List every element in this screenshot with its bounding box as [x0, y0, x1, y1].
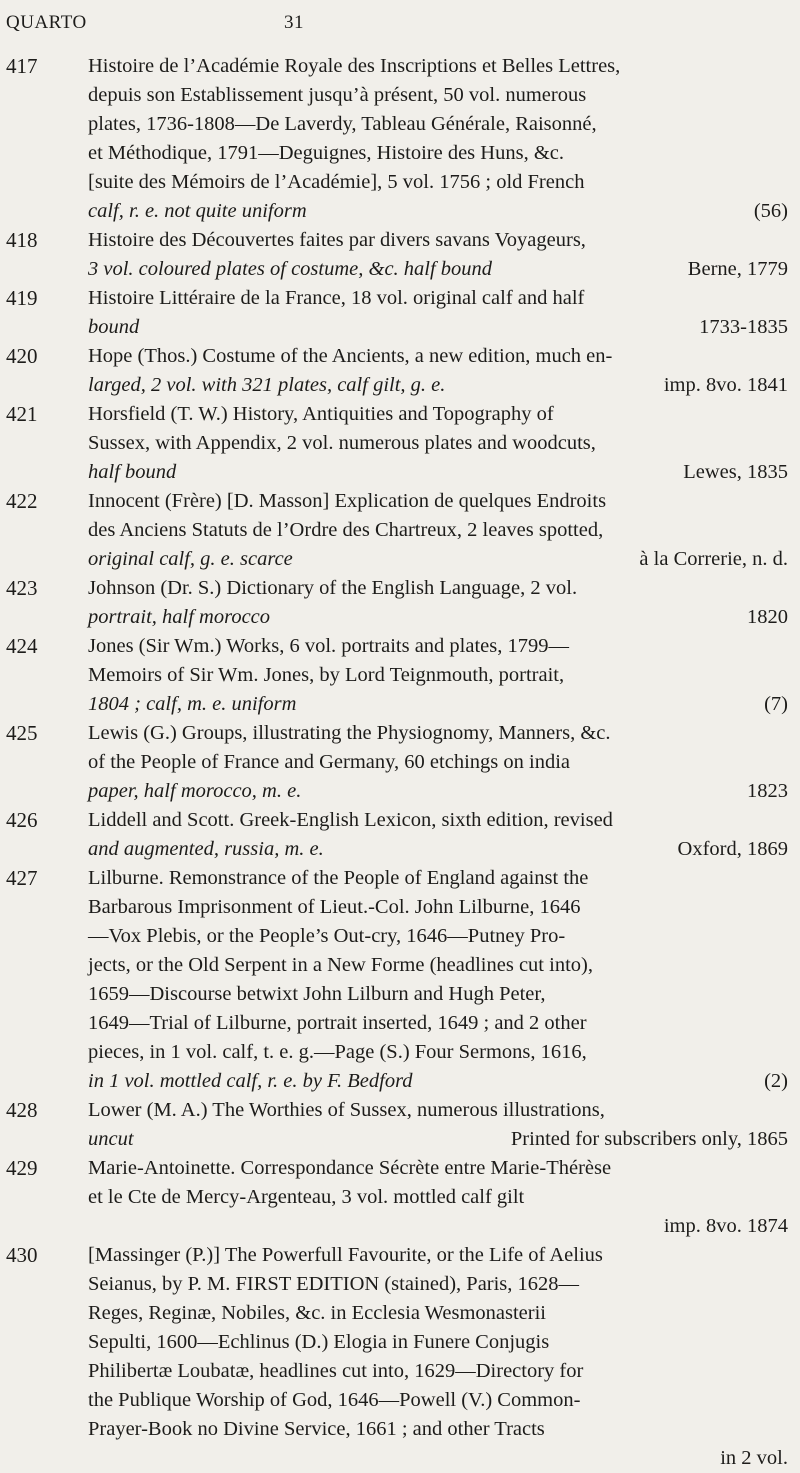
lot-number: 421	[6, 402, 38, 426]
imprint-date: imp. 8vo. 1841	[663, 374, 788, 396]
binding-details: and augmented, russia, m. e.	[88, 838, 324, 860]
lot-description	[88, 1154, 788, 1241]
description-line: Prayer-Book no Divine Service, 1661 ; and other Tracts	[88, 1418, 545, 1440]
description-line: of the People of France and Germany, 60 etchings on india	[88, 751, 570, 773]
description-line: Lower (M. A.) The Worthies of Sussex, numerous illustrations,	[88, 1099, 605, 1121]
imprint-date: à la Correrie, n. d.	[639, 548, 788, 570]
binding-details: larged, 2 vol. with 321 plates, calf gilt, g. e.	[88, 374, 446, 396]
binding-details: 1804 ; calf, m. e. uniform	[88, 693, 297, 715]
description-line: Sussex, with Appendix, 2 vol. numerous plates and woodcuts,	[88, 432, 596, 454]
lot-description	[88, 632, 788, 719]
description-line: Jones (Sir Wm.) Works, 6 vol. portraits and plates, 1799—	[88, 635, 569, 657]
lot-number: 418	[6, 228, 38, 252]
catalogue-entry	[0, 864, 800, 1096]
description-line: Histoire Littéraire de la France, 18 vol. original calf and half	[88, 287, 585, 309]
imprint-date: Berne, 1779	[687, 258, 788, 280]
description-line: Seianus, by P. M. FIRST EDITION (stained), Paris, 1628—	[88, 1273, 580, 1295]
description-line: [Massinger (P.)] The Powerfull Favourite, or the Life of Aelius	[88, 1244, 603, 1266]
binding-details: portrait, half morocco	[88, 606, 271, 628]
imprint-date: 1733-1835	[699, 316, 788, 338]
catalogue-entry	[0, 632, 800, 719]
binding-details: paper, half morocco, m. e.	[88, 780, 302, 802]
binding-details: half bound	[88, 461, 177, 483]
lot-list	[0, 52, 800, 1473]
description-line: the Publique Worship of God, 1646—Powell (V.) Common-	[88, 1389, 581, 1411]
lot-number: 422	[6, 489, 38, 513]
description-line: et Méthodique, 1791—Deguignes, Histoire des Huns, &c.	[88, 142, 564, 164]
description-line: Memoirs of Sir Wm. Jones, by Lord Teignmouth, portrait,	[88, 664, 565, 686]
description-line: Philibertæ Loubatæ, headlines cut into, 1629—Directory for	[88, 1360, 584, 1382]
description-line: [suite des Mémoirs de l’Académie], 5 vol. 1756 ; old French	[88, 171, 585, 193]
lot-description	[88, 864, 788, 1096]
binding-details: uncut	[88, 1128, 134, 1150]
imprint-line	[88, 1125, 788, 1154]
imprint-line	[88, 313, 788, 342]
catalogue-entry	[0, 1241, 800, 1473]
section-title: QUARTO	[6, 12, 87, 33]
imprint-line	[88, 603, 788, 632]
catalogue-entry	[0, 806, 800, 864]
catalogue-entry	[0, 487, 800, 574]
lot-description	[88, 52, 788, 226]
lot-number: 429	[6, 1156, 38, 1180]
description-line: plates, 1736-1808—De Laverdy, Tableau Générale, Raisonné,	[88, 113, 597, 135]
catalogue-entry	[0, 400, 800, 487]
description-line: Lilburne. Remonstrance of the People of England against the	[88, 867, 589, 889]
imprint-line	[88, 690, 788, 719]
catalogue-entry	[0, 1096, 800, 1154]
imprint-date: Lewes, 1835	[683, 461, 788, 483]
description-line: Johnson (Dr. S.) Dictionary of the English Language, 2 vol.	[88, 577, 578, 599]
lot-number: 424	[6, 634, 38, 658]
binding-details: original calf, g. e. scarce	[88, 548, 293, 570]
catalogue-entry	[0, 342, 800, 400]
page-number: 31	[284, 12, 304, 33]
page-header	[6, 12, 780, 42]
imprint-line	[88, 371, 788, 400]
lot-number: 430	[6, 1243, 38, 1267]
catalogue-entry	[0, 52, 800, 226]
imprint-line	[88, 255, 788, 284]
lot-description	[88, 400, 788, 487]
description-line: 1659—Discourse betwixt John Lilburn and Hugh Peter,	[88, 983, 546, 1005]
description-line: Barbarous Imprisonment of Lieut.-Col. John Lilburne, 1646	[88, 896, 581, 918]
description-line: Innocent (Frère) [D. Masson] Explication de quelques Endroits	[88, 490, 607, 512]
description-line: Lewis (G.) Groups, illustrating the Physiognomy, Manners, &c.	[88, 722, 611, 744]
binding-details: in 1 vol. mottled calf, r. e. by F. Bedford	[88, 1070, 413, 1092]
catalogue-entry	[0, 284, 800, 342]
catalogue-entry	[0, 226, 800, 284]
catalogue-entry	[0, 719, 800, 806]
description-line: Marie-Antoinette. Correspondance Sécrète entre Marie-Thérèse	[88, 1157, 612, 1179]
catalogue-entry	[0, 1154, 800, 1241]
lot-description	[88, 342, 788, 400]
imprint-line	[88, 777, 788, 806]
lot-description	[88, 487, 788, 574]
imprint-date: imp. 8vo. 1874	[663, 1215, 788, 1237]
lot-number: 425	[6, 721, 38, 745]
imprint-date: 1823	[747, 780, 788, 802]
description-line: pieces, in 1 vol. calf, t. e. g.—Page (S.) Four Sermons, 1616,	[88, 1041, 587, 1063]
description-line: depuis son Establissement jusqu’à présent, 50 vol. numerous	[88, 84, 587, 106]
description-line: Reges, Reginæ, Nobiles, &c. in Ecclesia Wesmonasterii	[88, 1302, 546, 1324]
binding-details: calf, r. e. not quite uniform	[88, 200, 307, 222]
imprint-date: Printed for subscribers only, 1865	[510, 1128, 788, 1150]
description-line: Horsfield (T. W.) History, Antiquities and Topography of	[88, 403, 554, 425]
description-line: Sepulti, 1600—Echlinus (D.) Elogia in Funere Conjugis	[88, 1331, 550, 1353]
lot-number: 426	[6, 808, 38, 832]
imprint-line	[88, 835, 788, 864]
lot-description	[88, 1096, 788, 1154]
lot-description	[88, 719, 788, 806]
imprint-date: 1820	[747, 606, 788, 628]
description-line: jects, or the Old Serpent in a New Forme (headlines cut into),	[88, 954, 593, 976]
imprint-date: (56)	[753, 200, 788, 222]
lot-number: 419	[6, 286, 38, 310]
description-line: Liddell and Scott. Greek-English Lexicon, sixth edition, revised	[88, 809, 613, 831]
imprint-date: (2)	[764, 1070, 788, 1092]
imprint-line	[88, 1067, 788, 1096]
description-line: —Vox Plebis, or the People’s Out-cry, 1646—Putney Pro-	[88, 925, 566, 947]
imprint-date: Oxford, 1869	[677, 838, 788, 860]
lot-number: 420	[6, 344, 38, 368]
description-line: Hope (Thos.) Costume of the Ancients, a new edition, much en-	[88, 345, 613, 367]
lot-number: 417	[6, 54, 38, 78]
description-line: Histoire de l’Académie Royale des Inscriptions et Belles Lettres,	[88, 55, 621, 77]
binding-details: bound	[88, 316, 140, 338]
lot-description	[88, 226, 788, 284]
catalogue-entry	[0, 574, 800, 632]
description-line: Histoire des Découvertes faites par divers savans Voyageurs,	[88, 229, 586, 251]
lot-number: 423	[6, 576, 38, 600]
imprint-date: in 2 vol.	[720, 1447, 788, 1469]
binding-details: 3 vol. coloured plates of costume, &c. half bound	[88, 258, 493, 280]
lot-description	[88, 1241, 788, 1473]
imprint-line	[88, 1212, 788, 1241]
description-line: 1649—Trial of Lilburne, portrait inserted, 1649 ; and 2 other	[88, 1012, 587, 1034]
imprint-line	[88, 1444, 788, 1473]
lot-number: 428	[6, 1098, 38, 1122]
description-line: des Anciens Statuts de l’Ordre des Chartreux, 2 leaves spotted,	[88, 519, 604, 541]
lot-description	[88, 284, 788, 342]
imprint-date: (7)	[764, 693, 788, 715]
description-line: et le Cte de Mercy-Argenteau, 3 vol. mottled calf gilt	[88, 1186, 525, 1208]
imprint-line	[88, 197, 788, 226]
lot-description	[88, 574, 788, 632]
imprint-line	[88, 458, 788, 487]
lot-number: 427	[6, 866, 38, 890]
imprint-line	[88, 545, 788, 574]
lot-description	[88, 806, 788, 864]
